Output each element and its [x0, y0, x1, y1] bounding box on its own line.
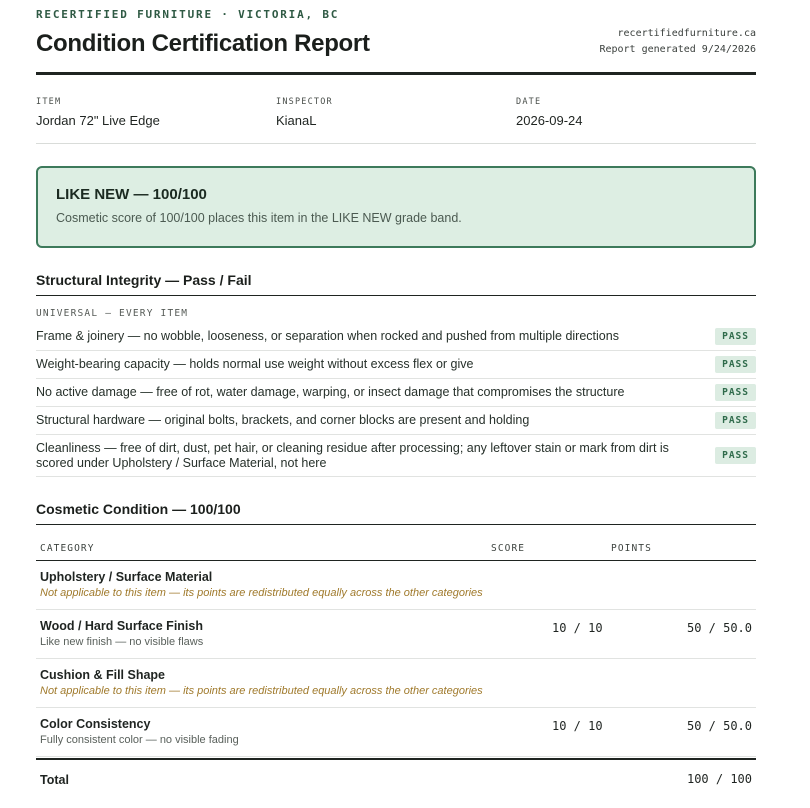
pass-badge: PASS — [715, 412, 756, 429]
info-row — [36, 75, 756, 144]
category-note: Like new finish — no visible flaws — [40, 636, 204, 648]
structural-subhead: UNIVERSAL — EVERY ITEM — [36, 308, 189, 319]
structural-list — [36, 323, 756, 477]
category-note: Fully consistent color — no visible fading — [40, 734, 239, 746]
inspector-value: KianaL — [276, 113, 317, 128]
category-name: Color Consistency — [40, 717, 151, 731]
pass-badge: PASS — [715, 328, 756, 345]
structural-item-text: No active damage — free of rot, water damage, warping, or insect damage that compromises the structure — [36, 385, 625, 399]
table-row — [36, 610, 756, 659]
structural-item — [36, 435, 756, 477]
category-note: Not applicable to this item — its points are redistributed equally across the other categories — [40, 685, 483, 697]
structural-item — [36, 407, 756, 435]
structural-item — [36, 351, 756, 379]
item-label: ITEM — [36, 97, 62, 107]
brand-line: RECERTIFIED FURNITURE · VICTORIA, BC — [36, 8, 340, 21]
column-header-category: CATEGORY — [40, 543, 95, 554]
category-points: 50 / 50.0 — [686, 621, 752, 635]
structural-item-text: Frame & joinery — no wobble, looseness, or separation when rocked and pushed from multiple directions — [36, 329, 619, 343]
generated-date: Report generated 9/24/2026 — [599, 44, 756, 55]
category-score: 10 / 10 — [552, 719, 603, 733]
category-name: Upholstery / Surface Material — [40, 570, 213, 584]
date-label: DATE — [516, 97, 542, 107]
report-header — [36, 8, 756, 72]
pass-badge: PASS — [715, 447, 756, 464]
cosmetic-section-title: Cosmetic Condition — 100/100 — [36, 501, 756, 525]
table-row — [36, 659, 756, 708]
category-points: 50 / 50.0 — [686, 719, 752, 733]
structural-item-text: Weight-bearing capacity — holds normal use weight without excess flex or give — [36, 357, 474, 371]
column-header-points: POINTS — [611, 543, 652, 554]
inspector-label: INSPECTOR — [276, 97, 333, 107]
report-meta — [599, 26, 756, 58]
total-label: Total — [40, 773, 69, 787]
grade-title: LIKE NEW — 100/100 — [56, 186, 207, 203]
pass-badge: PASS — [715, 384, 756, 401]
inspector-info — [276, 97, 516, 128]
grade-box — [36, 166, 756, 248]
table-row — [36, 561, 756, 610]
grade-description: Cosmetic score of 100/100 places this item in the LIKE NEW grade band. — [56, 211, 462, 225]
total-row — [36, 758, 756, 798]
category-note: Not applicable to this item — its points are redistributed equally across the other categories — [40, 587, 483, 599]
report-page — [36, 0, 756, 798]
pass-badge: PASS — [715, 356, 756, 373]
column-header-score: SCORE — [491, 543, 526, 554]
total-value: 100 / 100 — [686, 772, 752, 786]
cosmetic-table-header — [36, 525, 756, 561]
date-info — [516, 97, 756, 128]
website-link[interactable]: recertifiedfurniture.ca — [617, 28, 756, 39]
structural-item — [36, 379, 756, 407]
page-title: Condition Certification Report — [36, 30, 370, 57]
category-name: Cushion & Fill Shape — [40, 668, 166, 682]
category-name: Wood / Hard Surface Finish — [40, 619, 203, 633]
structural-item-text: Structural hardware — original bolts, brackets, and corner blocks are present and holding — [36, 413, 530, 427]
item-info — [36, 97, 276, 128]
structural-section-title: Structural Integrity — Pass / Fail — [36, 272, 756, 296]
structural-item-text: Cleanliness — free of dirt, dust, pet hair, or cleaning residue after processing; any leftover stain or mark from dirt is scored under Upholstery / Surface Material, not here — [36, 440, 669, 470]
item-value: Jordan 72" Live Edge — [36, 113, 160, 128]
date-value: 2026-09-24 — [516, 113, 583, 128]
table-row — [36, 708, 756, 757]
structural-item — [36, 323, 756, 351]
category-score: 10 / 10 — [552, 621, 603, 635]
